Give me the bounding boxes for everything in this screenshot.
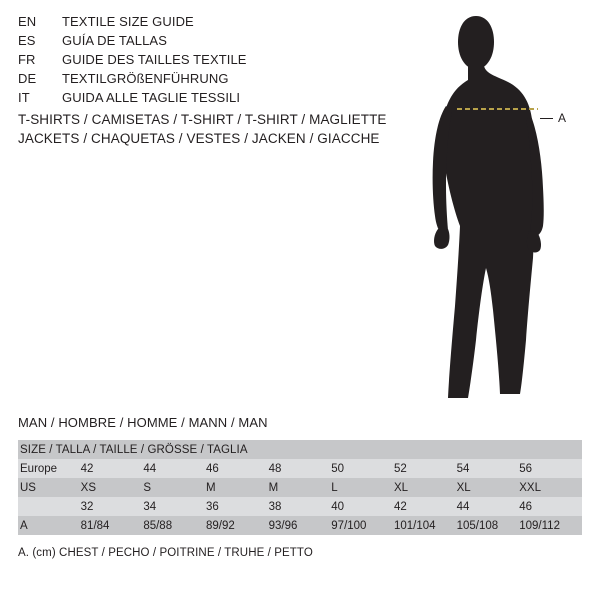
measure-leader-line	[540, 118, 553, 119]
category-jackets: JACKETS / CHAQUETAS / VESTES / JACKEN / GIACCHE	[18, 131, 380, 146]
table-section-title: MAN / HOMBRE / HOMME / MANN / MAN	[18, 415, 268, 430]
language-title-list	[18, 14, 368, 109]
table-cell: 50	[331, 459, 394, 478]
language-code: ES	[18, 33, 36, 48]
table-cell: M	[269, 478, 332, 497]
table-header-row	[18, 440, 582, 459]
table-cell: 56	[519, 459, 582, 478]
table-cell: 42	[81, 459, 144, 478]
language-row	[18, 33, 368, 52]
table-cell: 85/88	[143, 516, 206, 535]
table-row	[18, 497, 582, 516]
row-label: US	[18, 478, 81, 497]
table-row	[18, 516, 582, 535]
table-cell: 89/92	[206, 516, 269, 535]
table-cell: 48	[269, 459, 332, 478]
language-row	[18, 71, 368, 90]
table-cell: XXL	[519, 478, 582, 497]
table-cell: 36	[206, 497, 269, 516]
language-title: GUIDE DES TAILLES TEXTILE	[62, 52, 247, 67]
language-title: GUIDA ALLE TAGLIE TESSILI	[62, 90, 241, 105]
table-cell: 46	[519, 497, 582, 516]
row-label	[18, 497, 81, 516]
table-cell: 38	[269, 497, 332, 516]
table-cell: 81/84	[81, 516, 144, 535]
table-row	[18, 478, 582, 497]
table-cell: XL	[394, 478, 457, 497]
language-title: GUÍA DE TALLAS	[62, 33, 167, 48]
language-title: TEXTILGRÖßENFÜHRUNG	[62, 71, 229, 86]
table-cell: 42	[394, 497, 457, 516]
table-footnote: A. (cm) CHEST / PECHO / POITRINE / TRUHE / PETTO	[18, 547, 313, 559]
row-label: Europe	[18, 459, 81, 478]
language-code: FR	[18, 52, 36, 67]
language-code: EN	[18, 14, 37, 29]
language-code: DE	[18, 71, 37, 86]
garment-category-list	[18, 110, 398, 148]
table-cell: 44	[143, 459, 206, 478]
size-table-wrap	[18, 440, 582, 535]
category-tshirts: T-SHIRTS / CAMISETAS / T-SHIRT / T-SHIRT / MAGLIETTE	[18, 112, 387, 127]
table-cell: XS	[81, 478, 144, 497]
male-silhouette-figure	[400, 10, 600, 410]
table-cell: 44	[457, 497, 520, 516]
table-cell: 34	[143, 497, 206, 516]
table-cell: 40	[331, 497, 394, 516]
table-cell: 32	[81, 497, 144, 516]
language-row	[18, 90, 368, 109]
table-cell: 97/100	[331, 516, 394, 535]
table-cell: 52	[394, 459, 457, 478]
measure-marker-label: A	[558, 111, 567, 125]
table-cell: L	[331, 478, 394, 497]
table-cell: 46	[206, 459, 269, 478]
language-title: TEXTILE SIZE GUIDE	[62, 14, 194, 29]
table-cell: 93/96	[269, 516, 332, 535]
table-cell: 109/112	[519, 516, 582, 535]
row-label: A	[18, 516, 81, 535]
table-cell: M	[206, 478, 269, 497]
language-code: IT	[18, 90, 30, 105]
table-cell: 105/108	[457, 516, 520, 535]
table-cell: 54	[457, 459, 520, 478]
language-row	[18, 14, 368, 33]
silhouette-icon	[400, 10, 600, 410]
table-cell: S	[143, 478, 206, 497]
language-row	[18, 52, 368, 71]
table-header-label: SIZE / TALLA / TAILLE / GRÖSSE / TAGLIA	[18, 440, 582, 459]
table-cell: 101/104	[394, 516, 457, 535]
table-row	[18, 459, 582, 478]
size-table	[18, 440, 582, 535]
table-cell: XL	[457, 478, 520, 497]
